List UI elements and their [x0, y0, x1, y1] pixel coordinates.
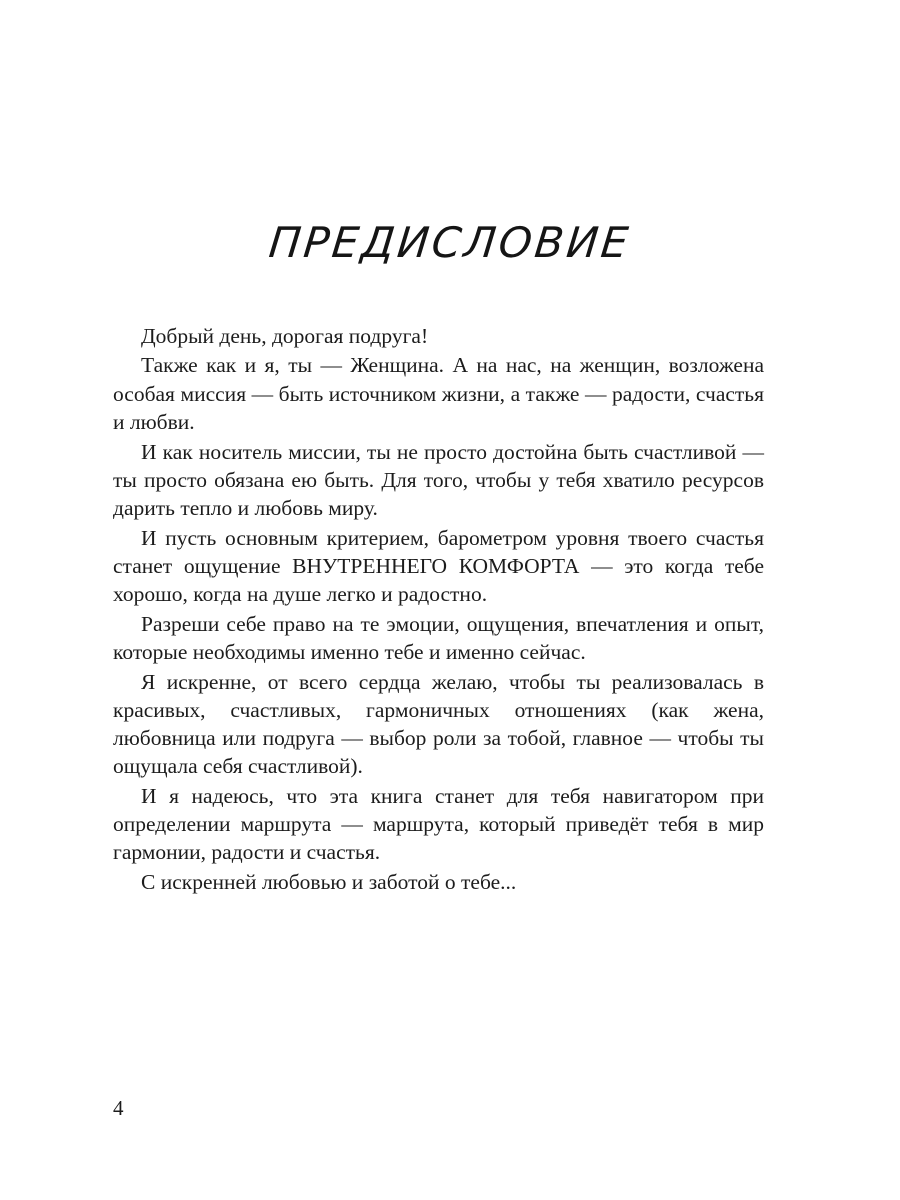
paragraph-greeting: Добрый день, дорогая подруга!	[141, 324, 429, 348]
paragraph-comfort: И пусть основным критерием, барометром уровня твоего счастья станет ощущение ВНУТРЕННЕГО КОМФОРТА — это когда тебе хорошо, когда на душе легко и радостно.	[113, 525, 764, 607]
page-number: 4	[113, 1096, 124, 1120]
paragraph-closing: С искренней любовью и заботой о тебе...	[141, 869, 517, 894]
preface-body	[113, 322, 764, 897]
paragraph-wish: Я искренне, от всего сердца желаю, чтобы ты реализовалась в красивых, счастливых, гармоничных отношениях (как жена, любовница или подруга — выбор роли за тобой, главное — чтобы ты ощущала себя счастливой).	[113, 669, 764, 779]
paragraph-permission: Разреши себе право на те эмоции, ощущения, впечатления и опыт, которые необходимы именно тебе и именно сейчас.	[113, 611, 764, 665]
paragraph-hope: И я надеюсь, что эта книга станет для тебя навигатором при определении маршрута — маршрута, который приведёт тебя в мир гармонии, радости и счастья.	[113, 783, 764, 865]
paragraph-mission: Также как и я, ты — Женщина. А на нас, на женщин, возложена особая миссия — быть источником жизни, а также — радости, счастья и любви.	[113, 353, 764, 435]
paragraph-happiness: И как носитель миссии, ты не просто достойна быть счастливой — ты просто обязана ею быть. Для того, чтобы у тебя хватило ресурсов дарить тепло и любовь миру.	[113, 439, 764, 521]
chapter-title: ПРЕДИСЛОВИЕ	[266, 218, 634, 267]
